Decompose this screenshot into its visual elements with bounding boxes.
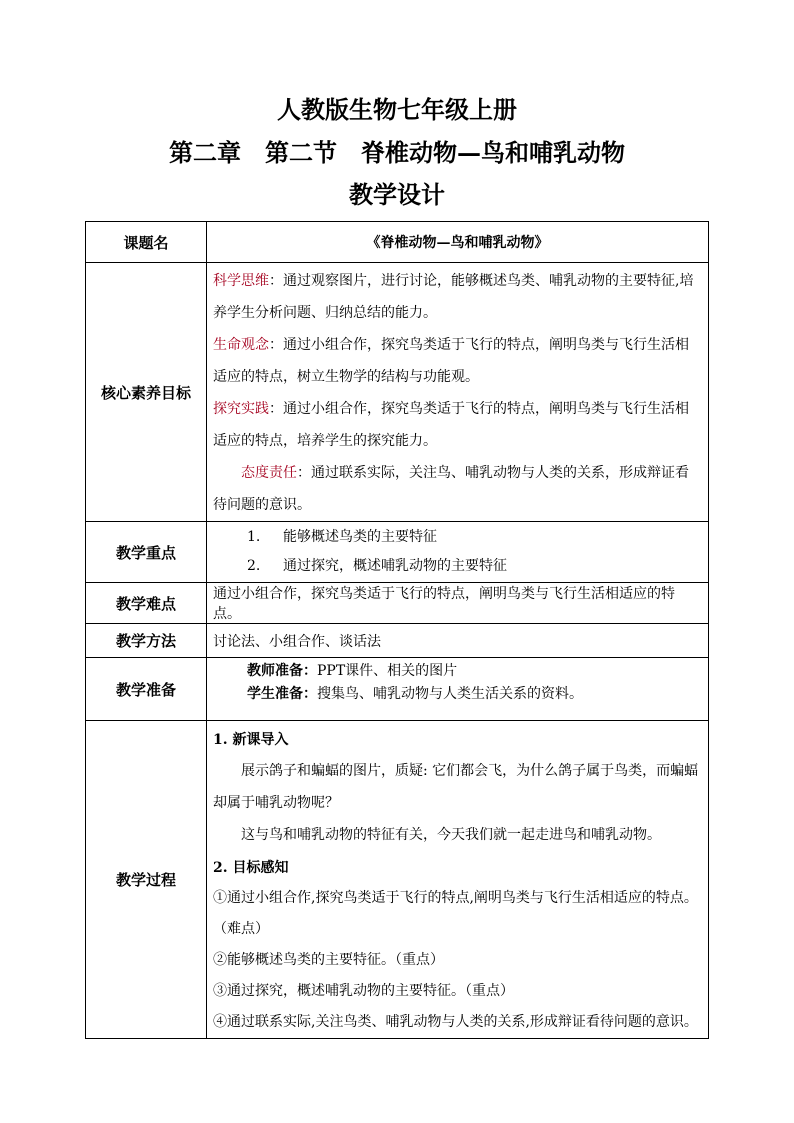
- method-value: 讨论法、小组合作、谈话法: [207, 624, 709, 658]
- goal-item: ②能够概述鸟类的主要特征。（重点）: [213, 952, 444, 968]
- key-item: 2. 通过探究，概述哺乳动物的主要特征: [247, 558, 507, 574]
- topic-value: 《脊椎动物—鸟和哺乳动物》: [207, 222, 709, 263]
- key-item: 1. 能够概述鸟类的主要特征: [247, 529, 437, 545]
- key-label: 教学重点: [86, 522, 207, 583]
- core-label: 核心素养目标: [86, 263, 207, 522]
- topic-label: 课题名: [86, 222, 207, 263]
- core-item-thinking: 科学思维：通过观察图片，进行讨论，能够概述鸟类、哺乳动物的主要特征,培养学生分析问题、归纳总结的能力。: [213, 273, 694, 321]
- row-key-points: [86, 522, 709, 583]
- row-difficult: [86, 583, 709, 624]
- lesson-plan-table: [85, 221, 709, 1039]
- title-book: 人教版生物七年级上册: [277, 95, 517, 124]
- document-title-block: [0, 95, 794, 209]
- row-core-literacy: [86, 263, 709, 522]
- goal-item: ④通过联系实际,关注鸟类、哺乳动物与人类的关系,形成辩证看待问题的意识。: [213, 1014, 698, 1030]
- difficult-label: 教学难点: [86, 583, 207, 624]
- core-item-practice: 探究实践：通过小组合作，探究鸟类适于飞行的特点，阐明鸟类与飞行生活相适应的特点，培养学生的探究能力。: [213, 401, 689, 449]
- row-topic: [86, 222, 709, 263]
- row-method: [86, 624, 709, 658]
- title-design: 教学设计: [349, 180, 445, 209]
- core-content: [207, 263, 709, 522]
- process-heading-intro: 1. 新课导入: [213, 732, 289, 748]
- process-content: [207, 721, 709, 1039]
- row-process: [86, 721, 709, 1039]
- goal-item: ①通过小组合作,探究鸟类适于飞行的特点,阐明鸟类与飞行生活相适应的特点。（难点）: [213, 890, 698, 937]
- process-intro-paragraph: 展示鸽子和蝙蝠的图片，质疑: 它们都会飞，为什么鸽子属于鸟类，而蝙蝠却属于哺乳动物呢？: [213, 763, 699, 811]
- process-label: 教学过程: [86, 721, 207, 1039]
- core-item-life-concept: 生命观念：通过小组合作，探究鸟类适于飞行的特点，阐明鸟类与飞行生活相适应的特点，树立生物学的结构与功能观。: [213, 337, 689, 385]
- prep-teacher: 教师准备：PPT课件、相关的图片: [247, 663, 458, 679]
- process-heading-goals: 2. 目标感知: [213, 860, 289, 876]
- difficult-value: 通过小组合作，探究鸟类适于飞行的特点，阐明鸟类与飞行生活相适应的特点。: [207, 583, 709, 624]
- method-label: 教学方法: [86, 624, 207, 658]
- prep-content: [207, 658, 709, 721]
- prep-label: 教学准备: [86, 658, 207, 721]
- prep-student: 学生准备：搜集鸟、哺乳动物与人类生活关系的资料。: [247, 686, 583, 702]
- title-chapter: 第二章 第二节 脊椎动物—鸟和哺乳动物: [169, 138, 625, 167]
- key-content: [207, 522, 709, 583]
- core-item-attitude: 态度责任：通过联系实际，关注鸟、哺乳动物与人类的关系，形成辩证看待问题的意识。: [213, 465, 689, 513]
- goal-item: ③通过探究，概述哺乳动物的主要特征。（重点）: [213, 983, 514, 999]
- row-preparation: [86, 658, 709, 721]
- process-intro-paragraph: 这与鸟和哺乳动物的特征有关，今天我们就一起走进鸟和哺乳动物。: [241, 827, 661, 843]
